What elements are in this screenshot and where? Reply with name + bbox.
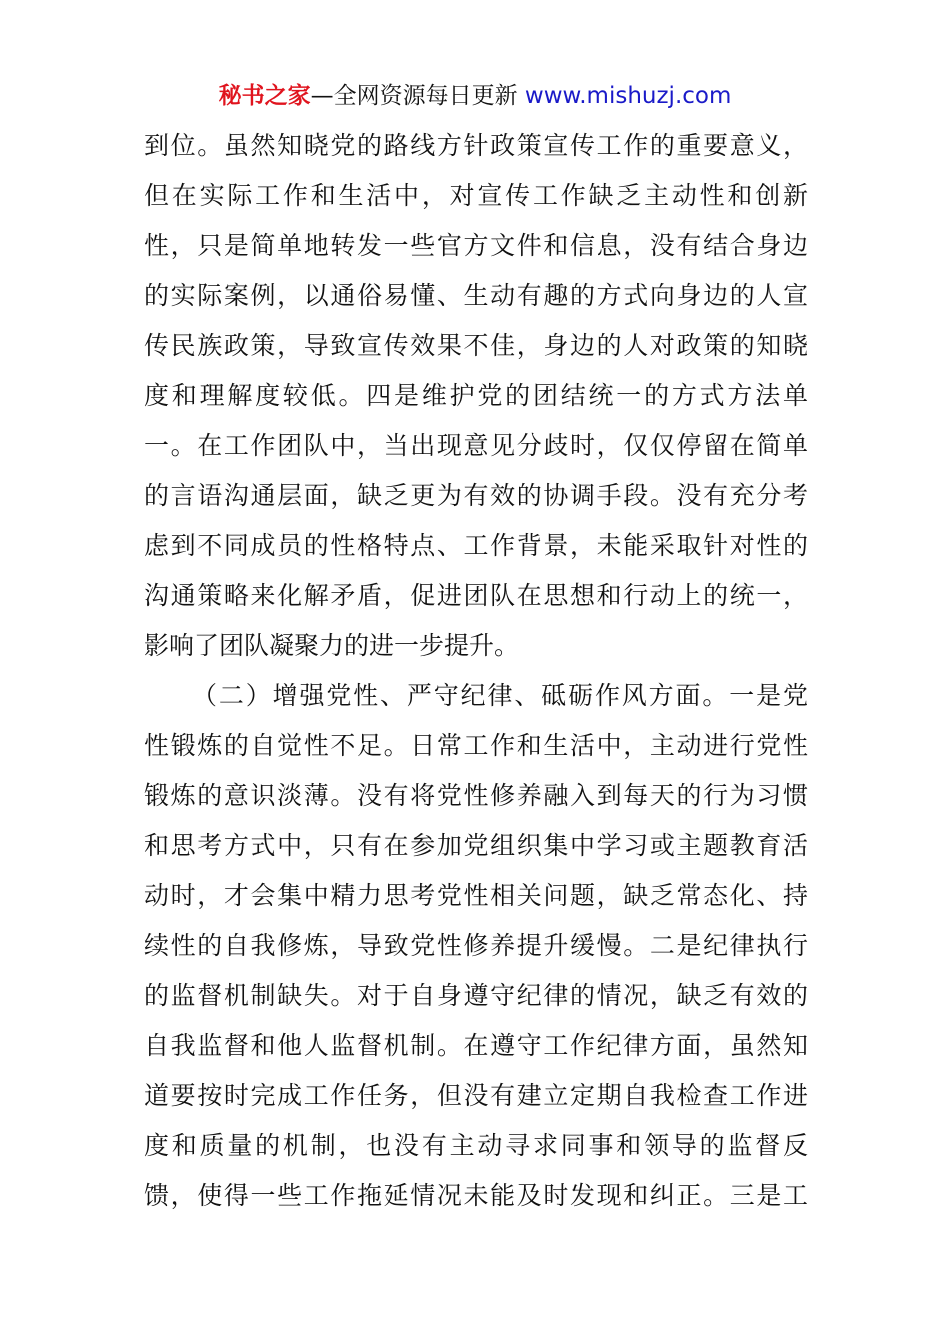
header-url[interactable]: www.mishuzj.com	[524, 83, 732, 109]
text-line: 性锻炼的自觉性不足。日常工作和生活中，主动进行党性	[144, 731, 808, 760]
text-line: 的实际案例，以通俗易懂、生动有趣的方式向身边的人宣	[144, 281, 808, 310]
section-heading-line: （二）增强党性、严守纪律、砥砺作风方面。一是党	[192, 681, 808, 710]
text-line: 度和理解度较低。四是维护党的团结统一的方式方法单	[144, 381, 808, 410]
text-line: 到位。虽然知晓党的路线方针政策宣传工作的重要意义，	[144, 131, 808, 160]
text-line: 自我监督和他人监督机制。在遵守工作纪律方面，虽然知	[144, 1031, 808, 1060]
text-line: 虑到不同成员的性格特点、工作背景，未能采取针对性的	[144, 531, 808, 560]
text-line: 续性的自我修炼，导致党性修养提升缓慢。二是纪律执行	[144, 931, 808, 960]
text-line: 性，只是简单地转发一些官方文件和信息，没有结合身边	[144, 231, 808, 260]
page-header	[0, 80, 950, 112]
text-line: 传民族政策，导致宣传效果不佳，身边的人对政策的知晓	[144, 331, 808, 360]
text-line: 动时，才会集中精力思考党性相关问题，缺乏常态化、持	[144, 881, 808, 910]
document-body	[144, 121, 808, 1221]
text-line: 的言语沟通层面，缺乏更为有效的协调手段。没有充分考	[144, 481, 808, 510]
header-tagline: —全网资源每日更新	[310, 83, 525, 109]
text-line: 馈，使得一些工作拖延情况未能及时发现和纠正。三是工	[144, 1181, 808, 1210]
text-line: 但在实际工作和生活中，对宣传工作缺乏主动性和创新	[144, 181, 808, 210]
text-line: 沟通策略来化解矛盾，促进团队在思想和行动上的统一，	[144, 581, 808, 610]
header-brand: 秘书之家	[218, 83, 311, 109]
text-line: 道要按时完成工作任务，但没有建立定期自我检查工作进	[144, 1081, 808, 1110]
text-line: 锻炼的意识淡薄。没有将党性修养融入到每天的行为习惯	[144, 781, 808, 810]
text-line: 影响了团队凝聚力的进一步提升。	[144, 631, 520, 660]
text-line: 和思考方式中，只有在参加党组织集中学习或主题教育活	[144, 831, 808, 860]
text-line: 的监督机制缺失。对于自身遵守纪律的情况，缺乏有效的	[144, 981, 808, 1010]
text-line: 度和质量的机制，也没有主动寻求同事和领导的监督反	[144, 1131, 808, 1160]
text-line: 一。在工作团队中，当出现意见分歧时，仅仅停留在简单	[144, 431, 808, 460]
